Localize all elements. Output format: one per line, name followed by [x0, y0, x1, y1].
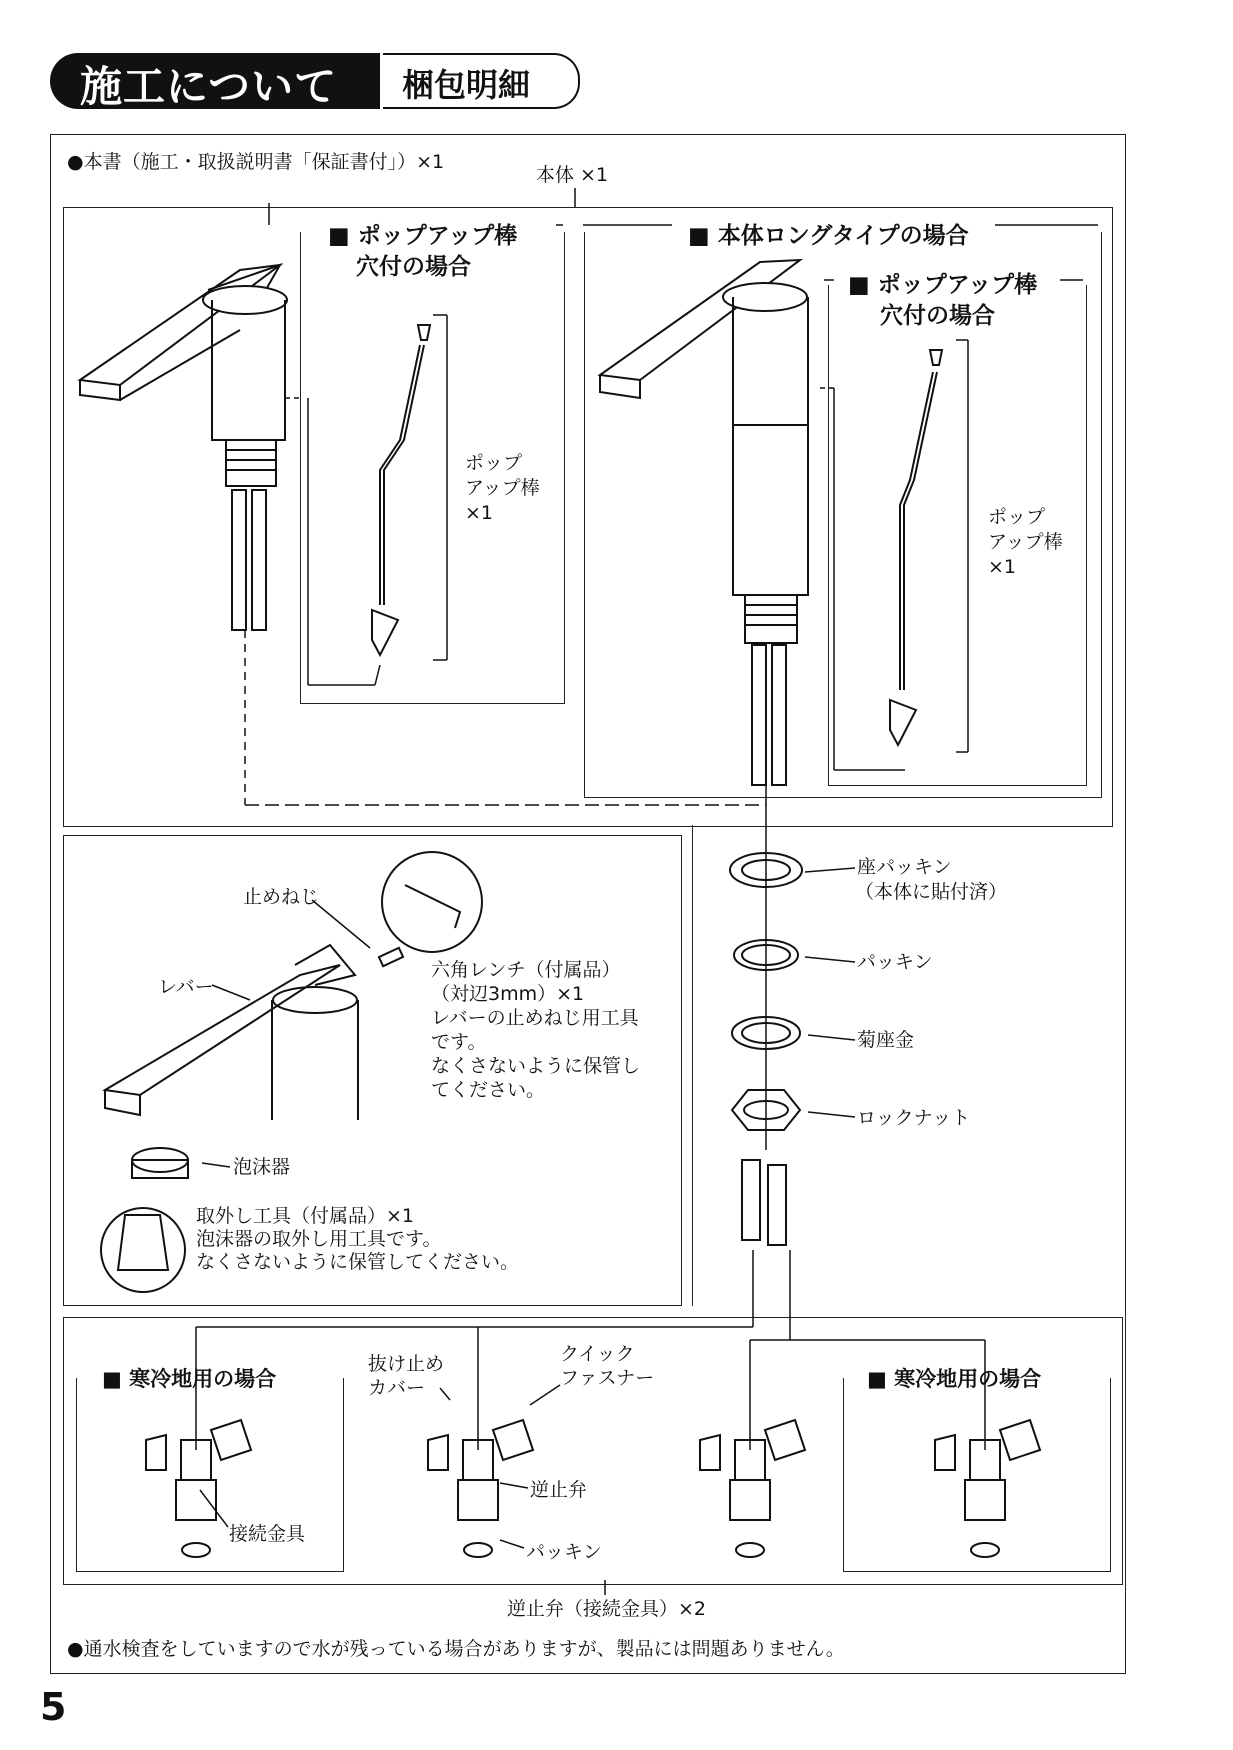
check-valve-count: 逆止弁（接続金具）×2 [507, 1598, 707, 1620]
removal-tool-label: 取外し工具（付属品）×1 泡沫器の取外し用工具です。 なくさないように保管してください。 [196, 1205, 520, 1273]
long-faucet-illustration [600, 260, 808, 785]
hex-wrench-label: 六角レンチ（付属品） （対辺3mm）×1 レバーの止めねじ用工具 です。 なくさないように保管し てください。 [431, 959, 641, 1101]
lever-illustration [101, 852, 482, 1292]
water-test-note: ●通水検査をしていますので水が残っている場合がありますが、製品には問題ありません。 [67, 1638, 845, 1660]
cold-region-right-heading: ■ 寒冷地用の場合 [862, 1366, 1046, 1392]
long-type-heading: ■ 本体ロングタイプの場合 [682, 222, 975, 251]
seat-packing-label: 座パッキン [857, 856, 952, 878]
quick-fastener-label: クイック ファスナー [560, 1343, 655, 1389]
page-number: 5 [40, 1685, 67, 1729]
washer-label: 菊座金 [857, 1029, 915, 1051]
check-valve-label: 逆止弁 [530, 1479, 588, 1501]
long-popup-rod-illustration [890, 350, 942, 745]
cold-region-left-heading: ■ 寒冷地用の場合 [97, 1366, 281, 1392]
body-label: 本体 ×1 [536, 164, 609, 186]
long-type-rod-label: ポップ アップ棒 ×1 [988, 506, 1063, 578]
set-screw-label: 止めねじ [243, 886, 320, 908]
section-subtitle: 梱包明細 [402, 66, 531, 104]
fitting-packing-label: パッキン [526, 1541, 602, 1563]
connection-fitting-label: 接続金具 [229, 1523, 306, 1545]
slip-cover-label: 抜け止め カバー [368, 1353, 445, 1399]
fittings-illustration [146, 1420, 1040, 1557]
aerator-label: 泡沫器 [233, 1156, 291, 1178]
section-title: 施工について [80, 62, 338, 111]
long-type-popup-heading-2: 穴付の場合 [880, 303, 995, 329]
faucet-illustration [80, 265, 287, 630]
popup-heading-2: 穴付の場合 [356, 254, 471, 280]
long-type-popup-heading: ■ ポップアップ棒 [842, 271, 1043, 300]
lock-nut-label: ロックナット [857, 1107, 971, 1129]
seat-packing-note: （本体に貼付済） [855, 881, 1008, 903]
connector-lines [196, 188, 1098, 1595]
lever-label: レバー [158, 976, 214, 998]
popup-rod-label: ポップ アップ棒 ×1 [465, 452, 540, 524]
popup-rod-illustration [372, 325, 430, 655]
manual-note: ●本書（施工・取扱説明書「保証書付」）×1 [67, 151, 445, 173]
packing-label: パッキン [857, 951, 933, 973]
popup-heading: ■ ポップアップ棒 [322, 222, 523, 251]
